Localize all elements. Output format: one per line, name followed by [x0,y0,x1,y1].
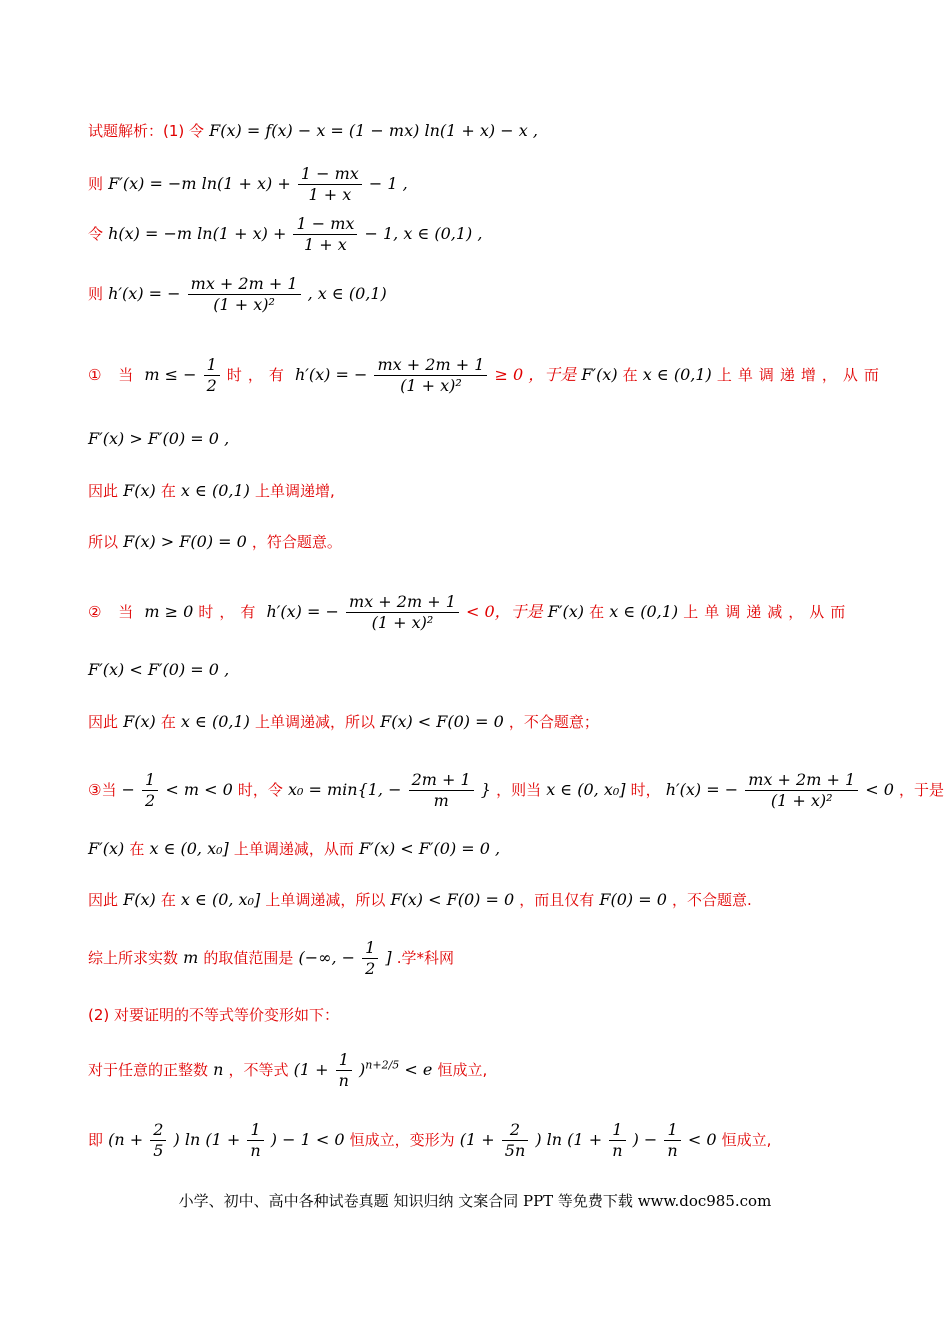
solution-line-3 [88,214,864,255]
label: 上单调递增, [254,482,335,500]
equation: − [121,780,135,799]
equation: F′(x) [88,839,125,858]
interval: (−∞, − [298,948,356,967]
part-2-heading [88,1002,864,1028]
equation: h′(x) = − [294,365,368,384]
label: 的取值范围是 [203,949,294,967]
fraction: $\frac{1}{n}$ [609,1120,625,1161]
equation: , x ∈ (0,1) [307,284,387,303]
label: 所以 [88,533,119,551]
label: ，不等式 [228,1061,289,1079]
label: ≥ 0 ，于是 [494,365,577,384]
equation: F′(x) < F′(0) = 0 , [88,660,230,679]
interval: ] [385,948,392,967]
equation: F′(x) = −m ln(1 + x) + [108,174,291,193]
equation: x ∈ (0,1) [642,365,712,384]
inequality: < e [404,1060,433,1079]
equation: x₀ = min{1, − [287,780,402,799]
fraction: $\frac{1}{2}$ [142,770,158,811]
label: ，不合题意； [508,713,599,731]
equation: h′(x) = − [266,602,339,621]
equation: F′(x) [547,602,584,621]
fraction: $\frac{mx + 2m + 1}{\text{(1 + x)²}}$ [745,770,858,811]
equation: (1 + [293,1060,329,1079]
equation: } [480,780,491,799]
label: 则 [88,285,104,303]
label: 恒成立, [721,1131,772,1149]
label: 时，令 [237,781,283,799]
equation: x ∈ (0, x₀] [546,780,626,799]
solution-line-18 [88,1120,864,1161]
label: 上单调递增，从而 [716,366,885,384]
equation: F(x) > F(0) = 0 [123,532,247,551]
label: ，不合题意. [671,891,752,909]
solution-line-11 [88,709,864,735]
solution-line-2 [88,164,864,205]
label: (2) 对要证明的不等式等价变形如下： [88,1006,340,1024]
solution-line-17 [88,1050,864,1091]
equation: h′(x) = − [108,284,181,303]
case-2-line [88,592,864,633]
label: < 0，于是 [465,602,543,621]
fraction: $\frac{mx + 2m + 1}{\text{(1 + x)²}}$ [188,274,301,315]
label: 令 [88,225,104,243]
inequality: m ≥ 0 [144,602,194,621]
equation: ) ln (1 + [535,1130,603,1149]
equation: F(x) [123,890,156,909]
label: 在 [622,366,638,384]
solution-line-13 [88,836,864,862]
equation: F(x) < F(0) = 0 [390,890,515,909]
label: ，符合题意。 [251,533,342,551]
label: ③当 [88,781,117,799]
label: 恒成立, [437,1061,488,1079]
equation: h(x) = −m ln(1 + x) + [108,224,287,243]
inequality: < 0 [687,1130,717,1149]
equation: F(x) [123,481,156,500]
label: 时，有 [198,603,262,621]
solution-line-6 [88,426,864,452]
solution-line-7 [88,478,864,504]
equation: h′(x) = − [665,780,739,799]
equation: (1 + [459,1130,495,1149]
variable: m [183,948,199,967]
fraction: $\frac{2}{5}$ [150,1120,166,1161]
fraction: $\frac{1 - mx}{1 + x}$ [298,164,362,205]
equation: F(0) = 0 [599,890,667,909]
label: 在 [129,840,145,858]
equation: ) − [632,1130,658,1149]
label: 时， [630,781,661,799]
equation: (n + [108,1130,144,1149]
equation: F′(x) < F′(0) = 0 , [358,839,501,858]
fraction: $\frac{1 - mx}{1 + x}$ [293,214,357,255]
label: 上单调递减，所以 [265,891,386,909]
equation: x ∈ (0,1) [180,712,250,731]
label: 上单调递减，从而 [233,840,354,858]
label: ，则当 [496,781,542,799]
label: 则 [88,175,104,193]
variable: n [213,1060,224,1079]
label: 在 [589,603,605,621]
label: 上单调递减，所以 [254,713,375,731]
fraction: $\frac{mx + 2m + 1}{\text{(1 + x)²}}$ [346,592,459,633]
equation: F(x) = f(x) − x = (1 − mx) ln(1 + x) − x , [209,121,538,140]
equation: F(x) < F(0) = 0 [380,712,504,731]
inequality: < 0 [865,780,894,799]
page-footer: 小学、初中、高中各种试卷真题 知识归纳 文案合同 PPT 等免费下载 www.doc985.com [178,1192,772,1210]
label: 因此 [88,482,119,500]
equation: ) ln (1 + [173,1130,241,1149]
solution-line-4 [88,274,864,315]
label: 综上所求实数 [88,949,179,967]
fraction: $\frac{1}{2}$ [204,355,220,396]
fraction: $\frac{2m + 1}{m}$ [409,770,474,811]
fraction: $\frac{1}{n}$ [664,1120,680,1161]
label: 恒成立，变形为 [349,1131,455,1149]
label: 试题解析：(1) 令 [88,122,205,140]
equation: F′(x) > F′(0) = 0 , [88,429,230,448]
solution-line-8 [88,529,864,555]
equation: ) [359,1060,366,1079]
label: 在 [160,713,176,731]
solution-line-14 [88,887,864,913]
equation: x ∈ (0, x₀] [149,839,229,858]
label: 对于任意的正整数 [88,1061,209,1079]
label: 即 [88,1131,104,1149]
label: 在 [160,482,176,500]
conclusion-line [88,938,864,979]
inequality: < m < 0 [165,780,233,799]
fraction: $\frac{1}{n}$ [247,1120,263,1161]
solution-line-1 [88,118,864,144]
label: ① 当 [88,366,140,384]
fraction: $\frac{mx + 2m + 1}{\text{(1 + x)²}}$ [374,355,487,396]
equation: − 1, x ∈ (0,1) , [364,224,483,243]
equation: x ∈ (0, x₀] [180,890,261,909]
exponent: n+2/5 [365,1058,400,1072]
equation: F′(x) [581,365,618,384]
label: 时，有 [226,366,290,384]
label: ② 当 [88,603,140,621]
equation: x ∈ (0,1) [180,481,250,500]
equation: − 1 , [368,174,408,193]
equation: x ∈ (0,1) [609,602,679,621]
label: 因此 [88,891,119,909]
label: 在 [160,891,176,909]
inequality: m ≤ − [144,365,197,384]
inequality: ) − 1 < 0 [270,1130,345,1149]
case-3-line [88,770,944,811]
label: 上单调递减，从而 [683,603,852,621]
fraction: $\frac{1}{n}$ [336,1050,352,1091]
solution-line-10 [88,657,864,683]
fraction: $\frac{2}{5n}$ [502,1120,528,1161]
label: .学*科网 [396,949,455,967]
fraction: $\frac{1}{2}$ [362,938,378,979]
equation: F(x) [123,712,156,731]
case-1-line [88,355,885,396]
label: ，于是 [898,781,944,799]
label: 因此 [88,713,119,731]
label: ，而且仅有 [519,891,595,909]
